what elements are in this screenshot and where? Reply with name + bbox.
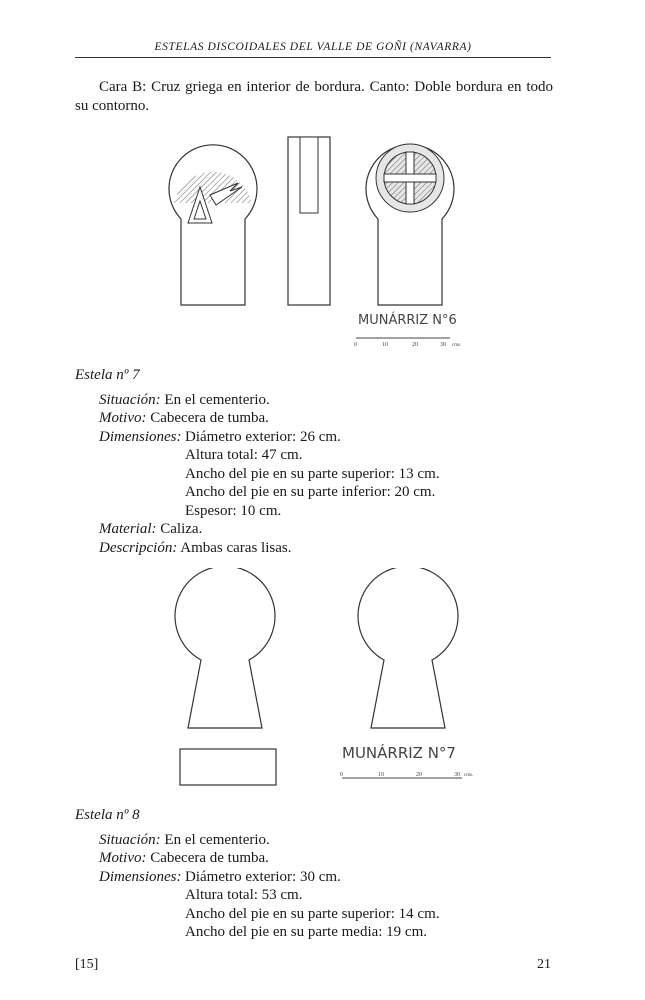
figure2-scale-10: 10: [378, 772, 384, 778]
figure1-scale-unit: cms.: [452, 343, 462, 348]
estela-8-entry: [75, 806, 440, 942]
estela-7-title: Estela nº 7: [75, 367, 140, 383]
estela-7-dim-espesor: Espesor: 10 cm.: [185, 502, 282, 519]
figure2-scale-30: 30: [454, 772, 460, 778]
page-number: 21: [537, 957, 551, 972]
estela-8-dimensiones: Dimensiones: Diámetro exterior: 30 cm.: [99, 868, 341, 885]
header-rule: [75, 57, 551, 58]
figure2-scale-20: 20: [416, 772, 422, 778]
estela-7-dimensiones: Dimensiones: Diámetro exterior: 26 cm.: [99, 428, 341, 445]
estela-7-dim-altura: Altura total: 47 cm.: [185, 447, 303, 463]
estela-7-dim-pie-superior: Ancho del pie en su parte superior: 13 cm.: [185, 465, 440, 482]
estela-7-dim-pie-inferior: Ancho del pie en su parte inferior: 20 cm.: [185, 484, 436, 500]
figure2-scale-unit: cms.: [464, 773, 474, 778]
estela-7-material: Material: Caliza.: [99, 521, 203, 537]
figure1-caption: MUNÁRRIZ N°6: [358, 313, 457, 328]
figure1-scale-20: 20: [412, 342, 418, 348]
figure2-caption: MUNÁRRIZ N°7: [342, 744, 456, 762]
estela-8-dim-pie-superior: Ancho del pie en su parte superior: 14 cm.: [185, 905, 440, 922]
figure2-scale-0: 0: [340, 772, 343, 778]
stela-6-face-b: [366, 144, 454, 305]
estela-8-dim-pie-media: Ancho del pie en su parte media: 19 cm.: [185, 924, 428, 940]
stela-7-edge-view: [180, 749, 276, 785]
section-reference: [15]: [75, 957, 99, 972]
figure-estela-7: [170, 568, 500, 798]
figure1-scale-30: 30: [440, 342, 446, 348]
figure-estela-6-drawing: [150, 125, 480, 355]
estela-7-situacion: Situación: En el cementerio.: [99, 391, 270, 408]
estela-7-motivo: Motivo: Cabecera de tumba.: [99, 410, 269, 426]
stela-6-edge-view: [288, 137, 330, 305]
figure1-scale-10: 10: [382, 342, 388, 348]
estela-8-motivo: Motivo: Cabecera de tumba.: [99, 850, 269, 866]
estela-8-title: Estela nº 8: [75, 807, 140, 823]
estela-7-descripcion: Descripción: Ambas caras lisas.: [99, 539, 292, 556]
estela-8-situacion: Situación: En el cementerio.: [99, 831, 270, 848]
estela-7-entry: [75, 366, 440, 557]
figure1-scale-0: 0: [354, 342, 357, 348]
stela-7-face-b: [358, 568, 458, 728]
figure-estela-6: [150, 125, 480, 355]
running-header: ESTELAS DISCOIDALES DEL VALLE DE GOÑI (NAVARRA): [154, 41, 472, 53]
stela-7-face-a: [175, 568, 276, 785]
stela-6-face-a: [169, 145, 257, 305]
intro-paragraph: Cara B: Cruz griega en interior de bordura. Canto: Doble bordura en todo su contorno.: [75, 79, 553, 114]
figure-estela-7-drawing: [170, 568, 500, 798]
estela-8-dim-altura: Altura total: 53 cm.: [185, 887, 303, 903]
